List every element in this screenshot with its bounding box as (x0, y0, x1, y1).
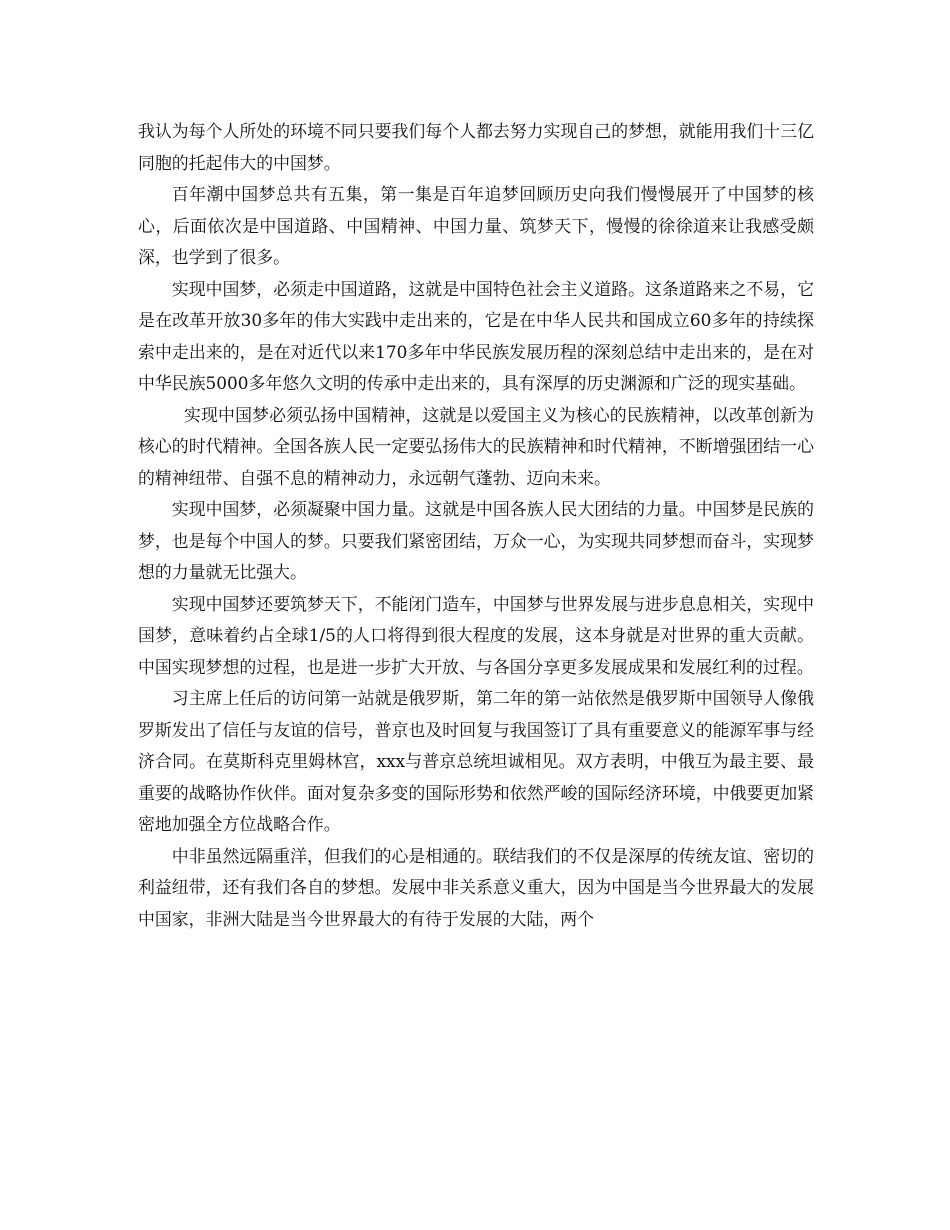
paragraph: 习主席上任后的访问第一站就是俄罗斯，第二年的第一站依然是俄罗斯中国领导人像俄罗斯发出了信任与友谊的信号，普京也及时回复与我国签订了具有重要意义的能源军事与经济合同。在莫斯科克里姆林宫，xxx与普京总统坦诚相见。双方表明，中俄互为最主要、最重要的战略协作伙伴。面对复杂多变的国际形势和依然严峻的国际经济环境，中俄要更加紧密地加强全方位战略合作。 (138, 688, 814, 834)
paragraph: 我认为每个人所处的环境不同只要我们每个人都去努力实现自己的梦想，就能用我们十三亿同胞的托起伟大的中国梦。 (138, 121, 814, 173)
paragraph: 实现中国梦，必须走中国道路，这就是中国特色社会主义道路。这条道路来之不易，它是在改革开放30多年的伟大实践中走出来的，它是在中华人民共和国成立60多年的持续探索中走出来的，是在对近代以来170多年中华民族发展历程的深刻总结中走出来的，是在对中华民族5000多年悠久文明的传承中走出来的，具有深厚的历史渊源和广泛的现实基础。 (138, 278, 814, 393)
document-body (138, 116, 814, 935)
paragraph: 百年潮中国梦总共有五集，第一集是百年追梦回顾历史向我们慢慢展开了中国梦的核心，后面依次是中国道路、中国精神、中国力量、筑梦天下，慢慢的徐徐道来让我感受颇深，也学到了很多。 (138, 184, 814, 267)
paragraph: 中非虽然远隔重洋，但我们的心是相通的。联结我们的不仅是深厚的传统友谊、密切的利益纽带，还有我们各自的梦想。发展中非关系意义重大，因为中国是当今世界最大的发展中国家，非洲大陆是当今世界最大的有待于发展的大陆，两个 (138, 845, 814, 929)
paragraph: 实现中国梦还要筑梦天下，不能闭门造车，中国梦与世界发展与进步息息相关，实现中国梦，意味着约占全球1/5的人口将得到很大程度的发展，这本身就是对世界的重大贡献。中国实现梦想的过程，也是进一步扩大开放、与各国分享更多发展成果和发展红利的过程。 (138, 593, 814, 677)
paragraph: 实现中国梦必须弘扬中国精神，这就是以爱国主义为核心的民族精神，以改革创新为核心的时代精神。全国各族人民一定要弘扬伟大的民族精神和时代精神，不断增强团结一心的精神纽带、自强不息的精神动力，永远朝气蓬勃、迈向未来。 (138, 404, 814, 488)
paragraph: 实现中国梦，必须凝聚中国力量。这就是中国各族人民大团结的力量。中国梦是民族的梦，也是每个中国人的梦。只要我们紧密团结，万众一心，为实现共同梦想而奋斗，实现梦想的力量就无比强大。 (138, 499, 814, 582)
